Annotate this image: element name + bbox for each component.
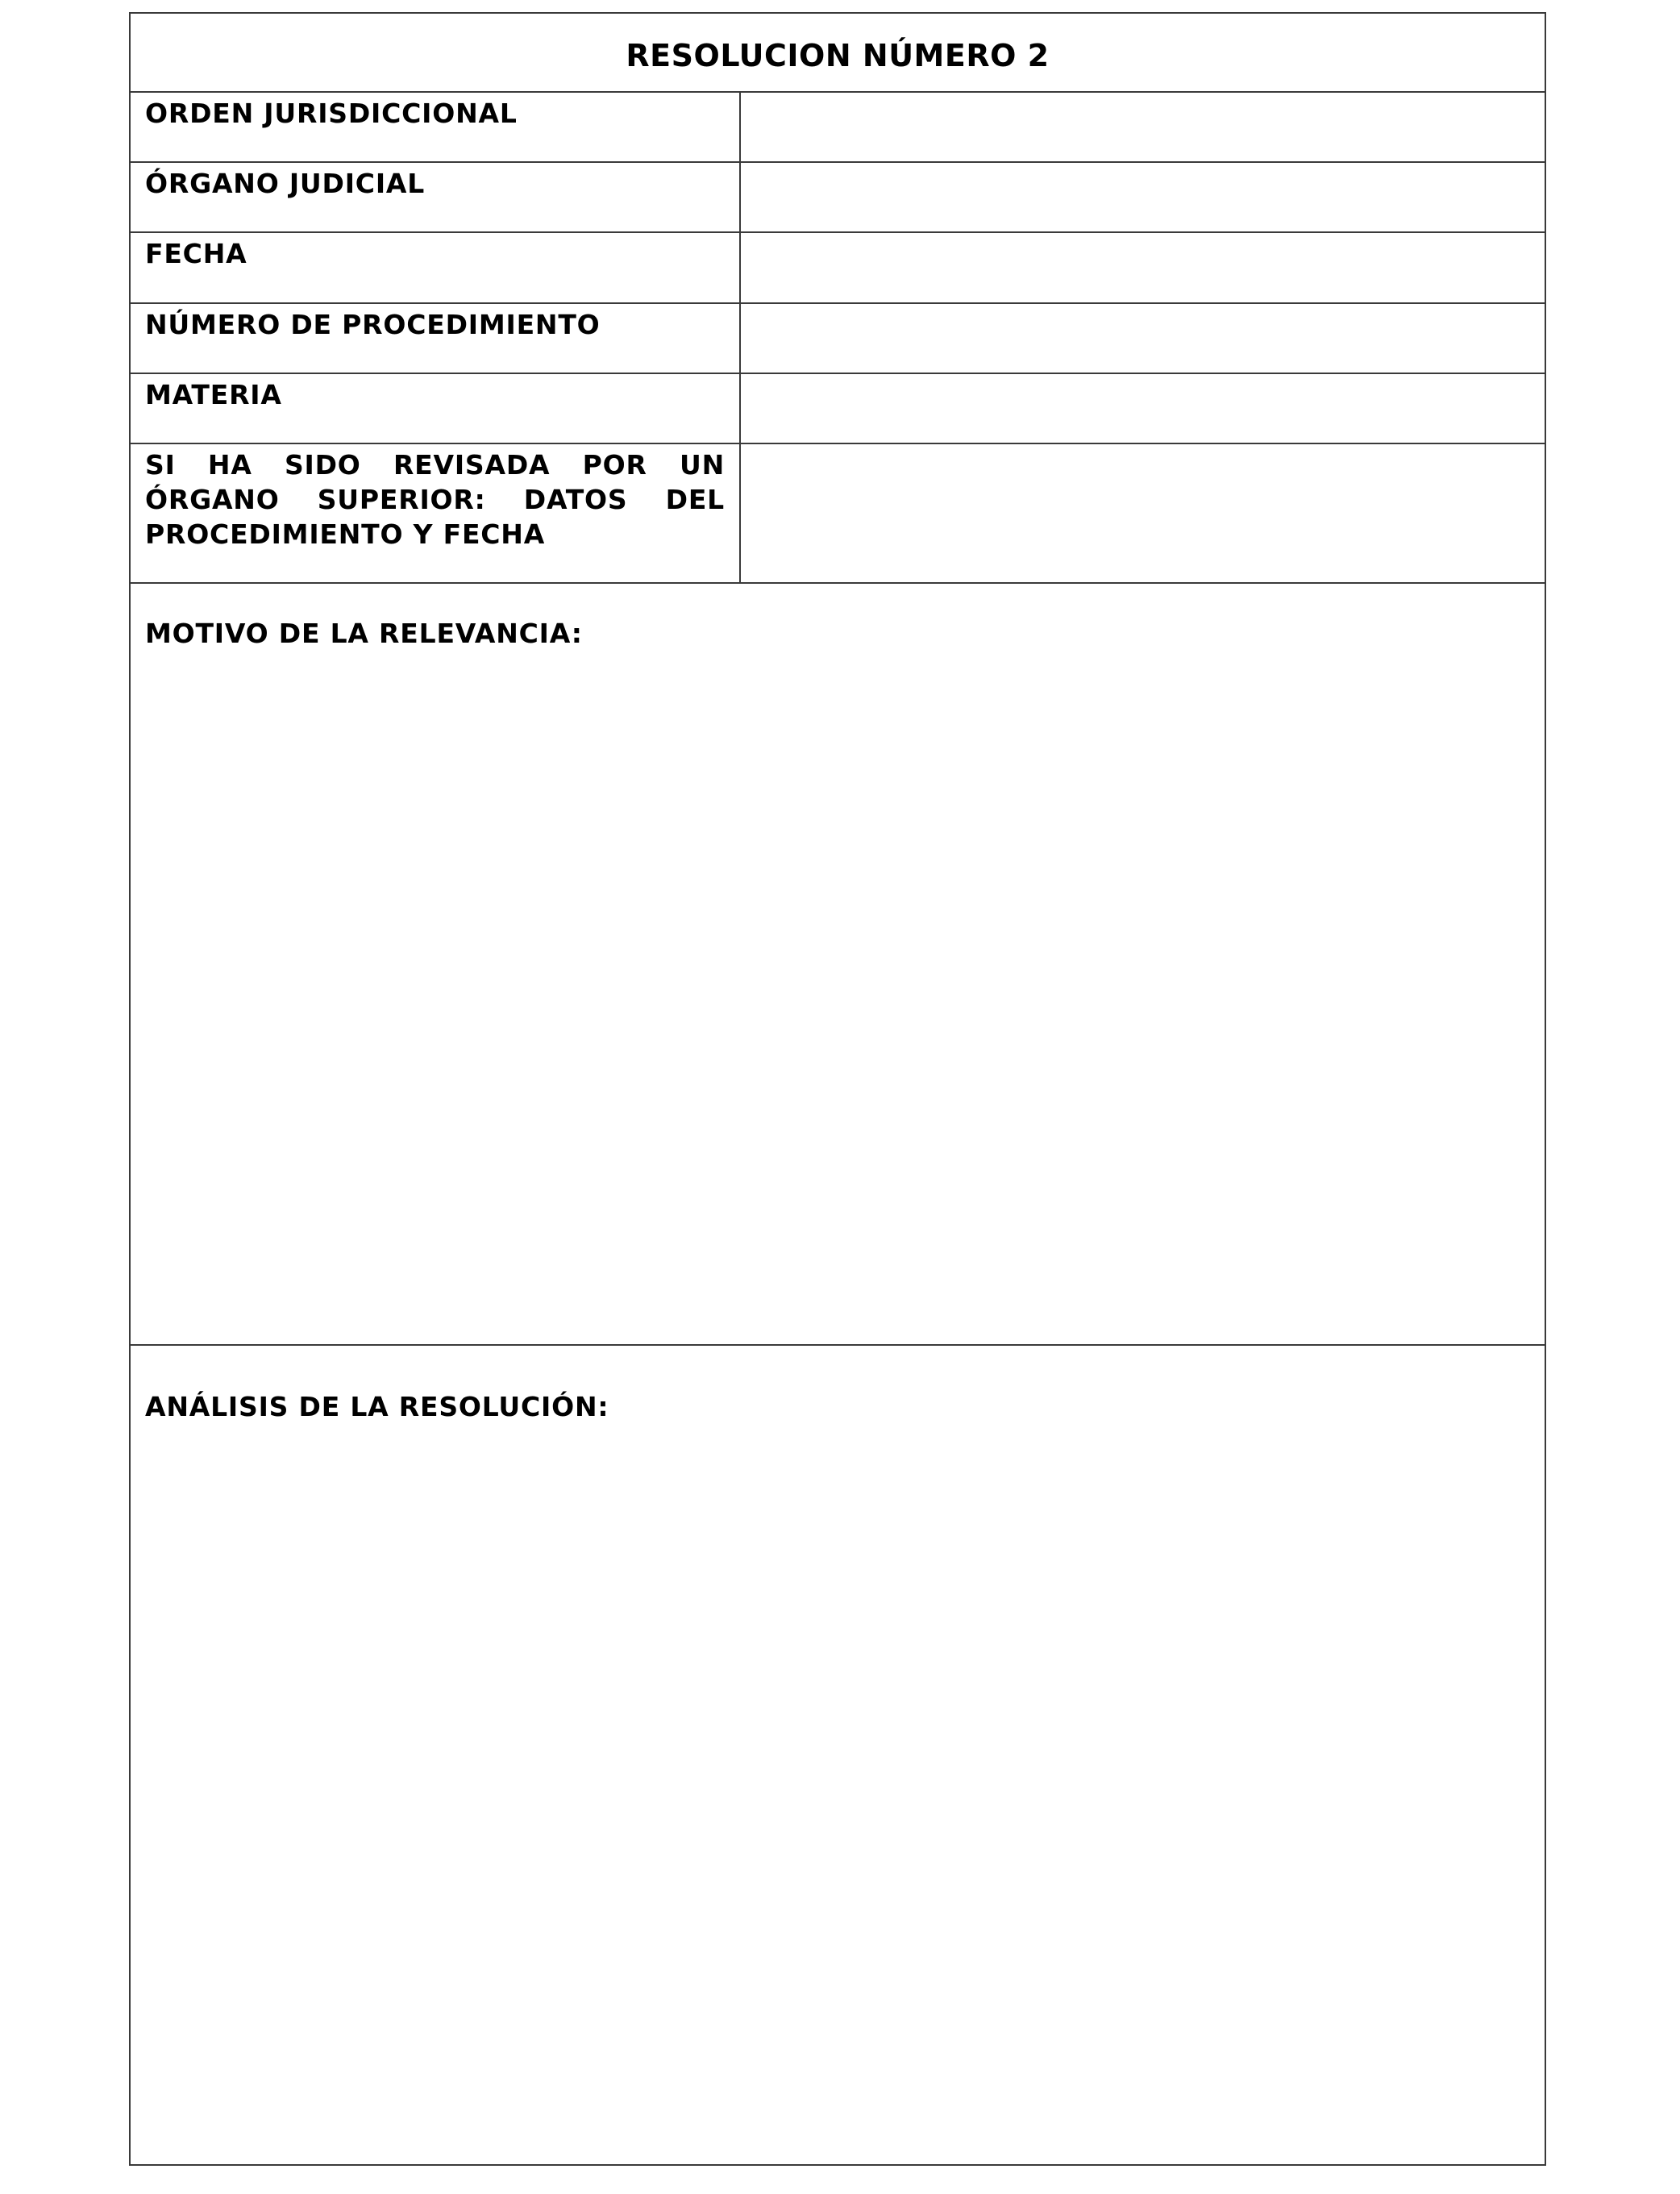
field-label-orden-jurisdiccional: ORDEN JURISDICCIONAL [131, 93, 741, 161]
field-value-organo-judicial[interactable] [741, 163, 1545, 231]
form-title: RESOLUCION NÚMERO 2 [626, 38, 1050, 73]
field-value-numero-procedimiento[interactable] [741, 304, 1545, 373]
field-row-revision-superior [131, 444, 1545, 584]
field-label-organo-judicial: ÓRGANO JUDICIAL [131, 163, 741, 231]
field-label-numero-procedimiento: NÚMERO DE PROCEDIMIENTO [131, 304, 741, 373]
field-row-fecha [131, 233, 1545, 304]
field-label-fecha: FECHA [131, 233, 741, 302]
field-row-materia [131, 374, 1545, 444]
field-value-fecha[interactable] [741, 233, 1545, 302]
field-value-materia[interactable] [741, 374, 1545, 443]
form-title-row [131, 14, 1545, 93]
field-value-orden-jurisdiccional[interactable] [741, 93, 1545, 161]
field-row-numero-procedimiento [131, 304, 1545, 374]
analysis-label: ANÁLISIS DE LA RESOLUCIÓN: [145, 1391, 609, 1422]
field-label-materia: MATERIA [131, 374, 741, 443]
relevance-label: MOTIVO DE LA RELEVANCIA: [145, 618, 583, 649]
resolution-form [129, 12, 1546, 2166]
field-row-orden-jurisdiccional [131, 93, 1545, 163]
analysis-section[interactable] [131, 1346, 1545, 2164]
field-row-organo-judicial [131, 163, 1545, 233]
relevance-section[interactable] [131, 584, 1545, 1346]
field-value-revision-superior[interactable] [741, 444, 1545, 582]
field-label-revision-superior: SI HA SIDO REVISADA POR UN ÓRGANO SUPERIOR: DATOS DEL PROCEDIMIENTO Y FECHA [131, 444, 741, 582]
